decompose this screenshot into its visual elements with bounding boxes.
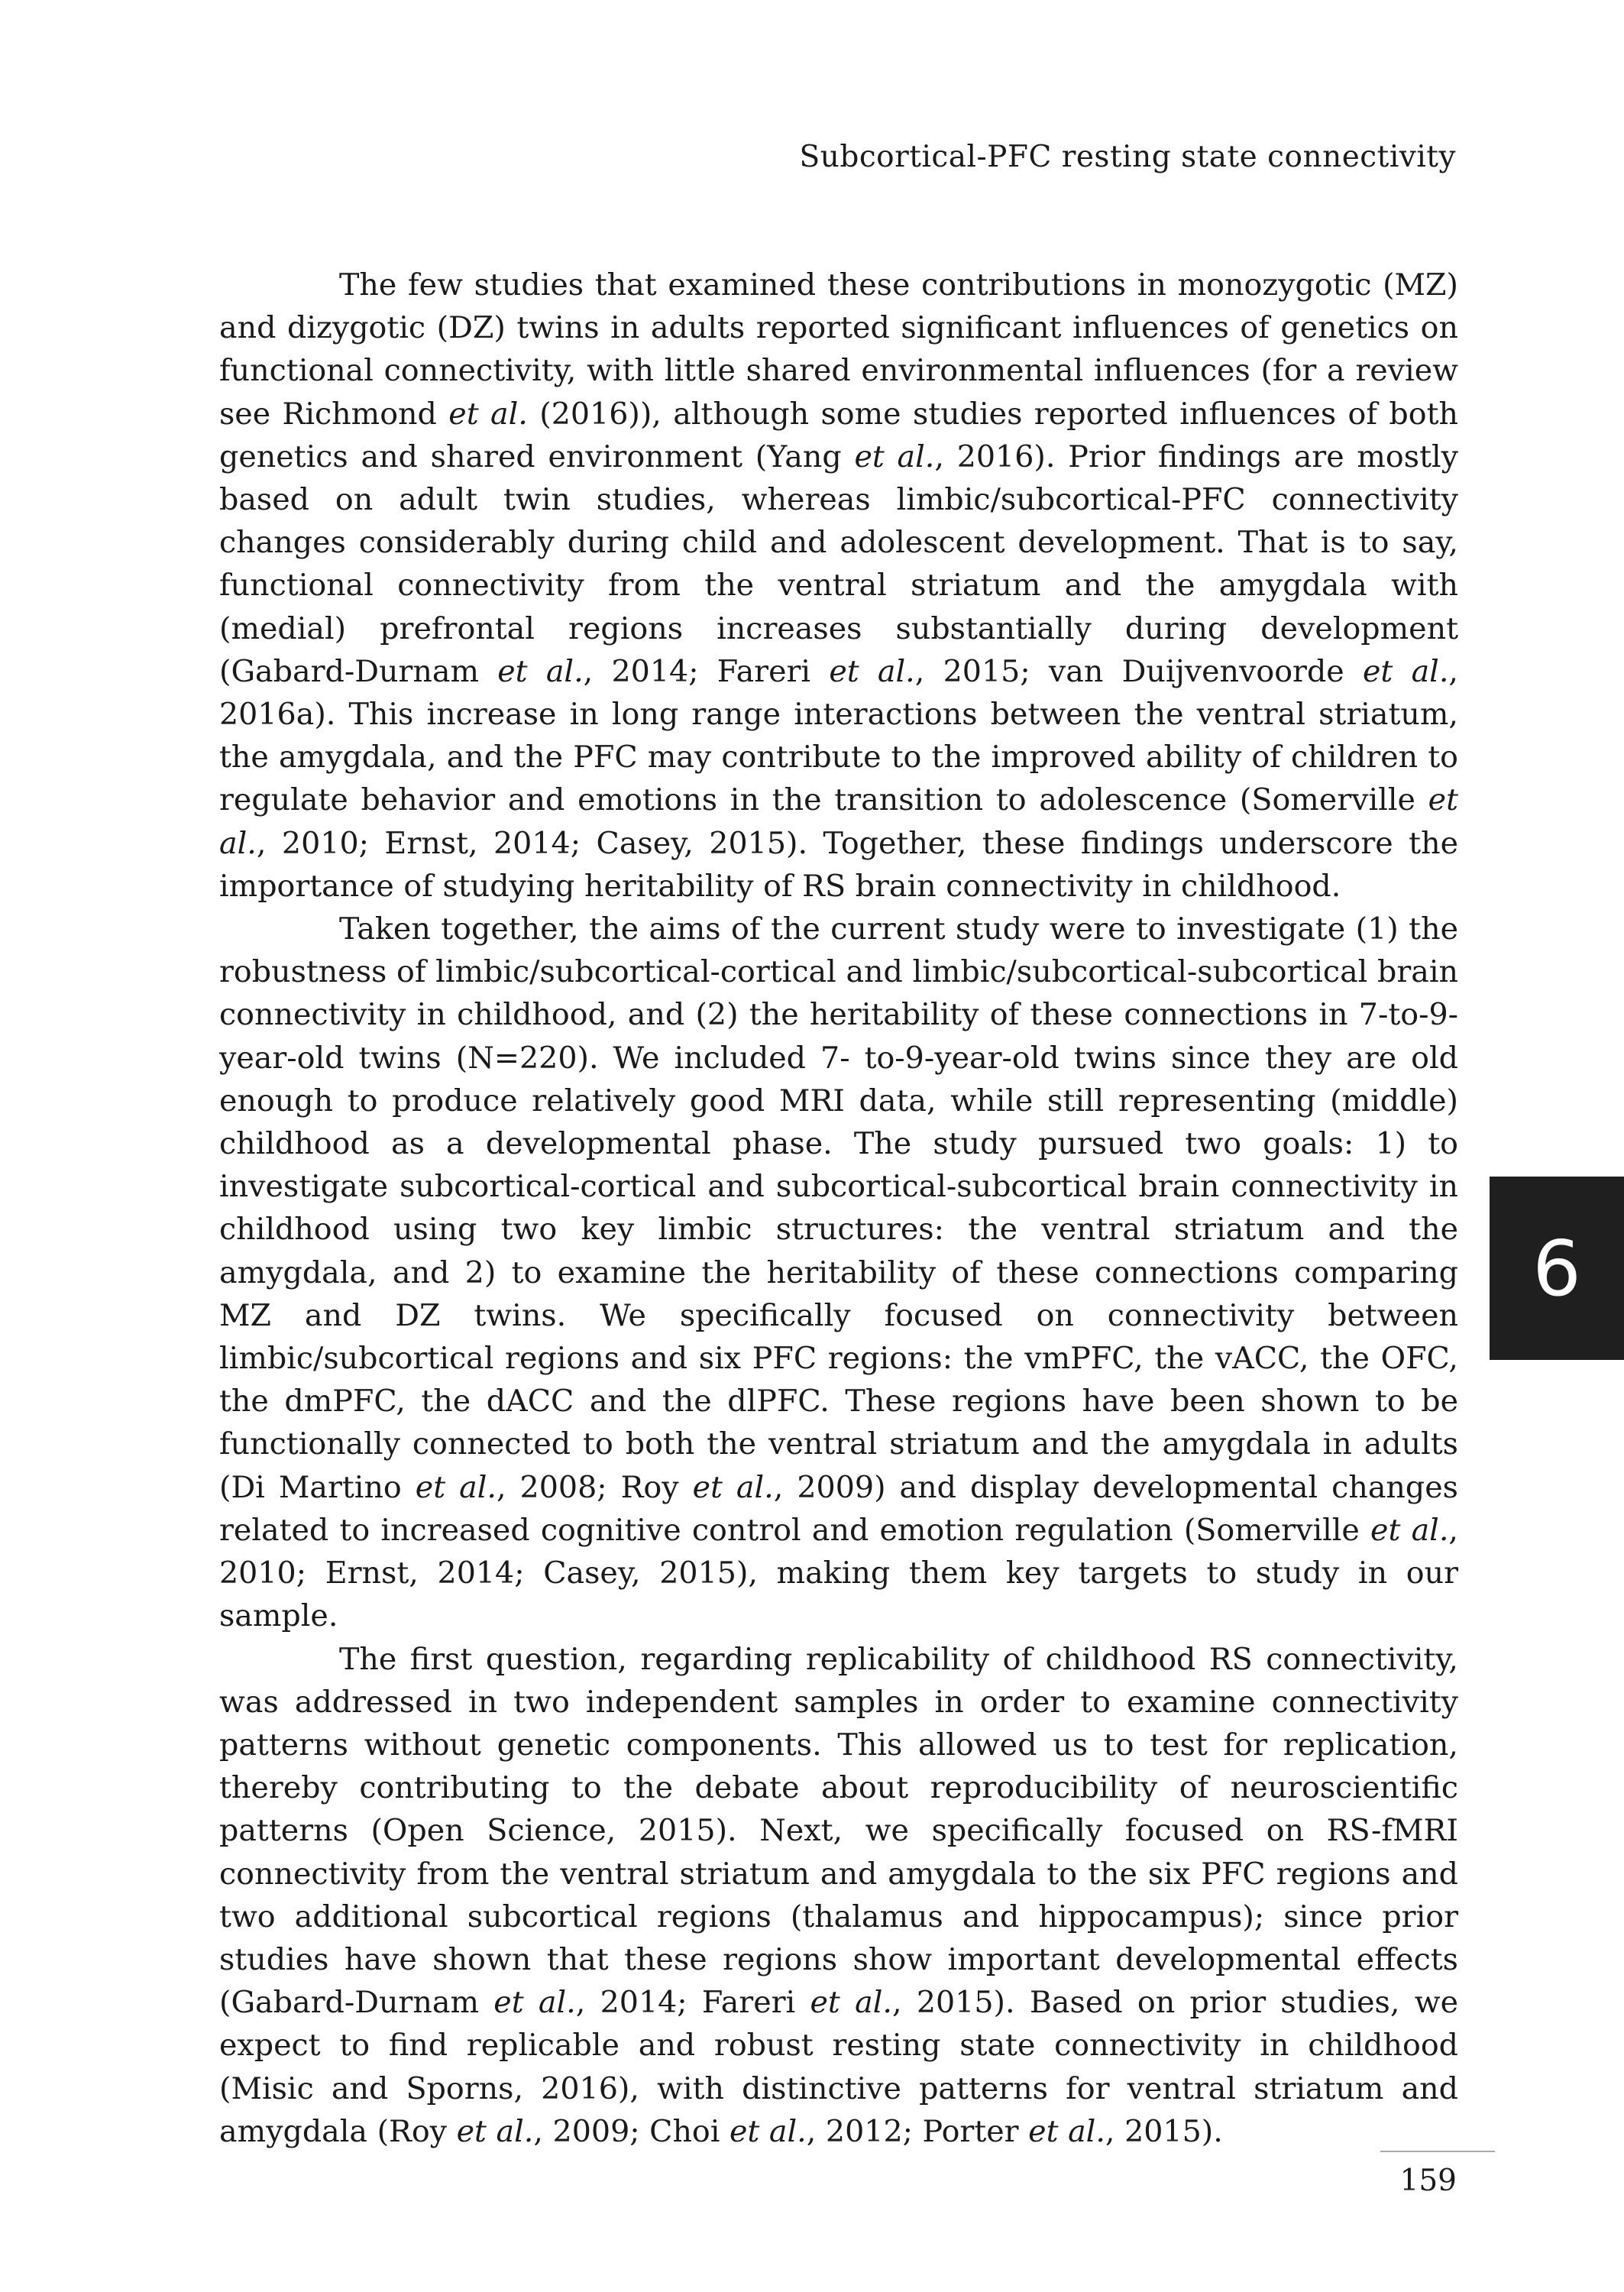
- citation-italic: et al.: [730, 2113, 807, 2149]
- text-run: (2016)), although some studies reported influences of both genetics and shared environment (Yang: [219, 396, 1458, 474]
- citation-italic: et al.: [692, 1469, 774, 1505]
- citation-italic: et al.: [1362, 653, 1449, 689]
- text-run: Taken together, the aims of the current study were to investigate (1) the robustness of limbic/subcortical-cortical and limbic/subcortical-subcortical brain connectivity in childhood, and (2) the heritability of these connections in 7-to-9-year-old twins (N=220). We included 7- to-9-year-old twins since they are old enough to produce relatively good MRI data, while still representing (middle) childhood as a developmental phase. The study pursued two goals: 1) to investigate subcortical-cortical and subcortical-subcortical brain connectivity in childhood using two key limbic structures: the ventral striatum and the amygdala, and 2) to examine the heritability of these connections comparing MZ and DZ twins. We specifically focused on connectivity between limbic/subcortical regions and six PFC regions: the vmPFC, the vACC, the OFC, the dmPFC, the dACC and the dlPFC. These regions have been shown to be functionally connected to both the ventral striatum and the amygdala in adults (Di Martino: [219, 911, 1458, 1505]
- chapter-number: 6: [1532, 1223, 1581, 1313]
- text-run: , 2009) and display developmental changes related to increased cognitive control and emotion regulation (Somerville: [219, 1469, 1458, 1548]
- citation-italic: et al.: [854, 439, 935, 474]
- text-run: , 2015; van Duijvenvoorde: [914, 653, 1363, 689]
- citation-italic: et al.: [415, 1469, 497, 1505]
- text-run: The few studies that examined these contributions in monozygotic (MZ) and dizygotic (DZ) twins in adults reported significant influences of genetics on functional connectivity, with little shared environmental influences (for a review see Richmond: [219, 267, 1458, 432]
- page-number: 159: [1399, 2164, 1457, 2198]
- citation-italic: et al.: [456, 2113, 534, 2149]
- text-run: The first question, regarding replicability of childhood RS connectivity, was addressed in two independent samples in order to examine connectivity patterns without genetic components. This allowed us to test for replication, thereby contributing to the debate about reproducibility of neuroscientific patterns (Open Science, 2015). Next, we specifically focused on RS-fMRI connectivity from the ventral striatum and amygdala to the six PFC regions and two additional subcortical regions (thalamus and hippocampus); since prior studies have shown that these regions show important developmental effects (Gabard-Durnam: [219, 1641, 1458, 2021]
- text-run: , 2010; Ernst, 2014; Casey, 2015). Together, these findings underscore the importance of studying heritability of RS brain connectivity in childhood.: [219, 825, 1458, 904]
- chapter-tab: [1490, 1177, 1624, 1360]
- body-text: [219, 264, 1458, 2153]
- paragraph: [219, 264, 1458, 908]
- citation-italic: et al.: [1028, 2113, 1105, 2149]
- citation-italic: et al.: [810, 1985, 892, 2021]
- paragraph: [219, 1638, 1458, 2153]
- text-run: , 2012; Porter: [806, 2113, 1029, 2149]
- paragraph: [219, 908, 1458, 1637]
- citation-italic: et al.: [448, 396, 528, 432]
- citation-italic: et al.: [829, 653, 915, 689]
- citation-italic: et al.: [1370, 1512, 1449, 1548]
- text-run: , 2009; Choi: [533, 2113, 730, 2149]
- text-run: , 2014; Fareri: [575, 1985, 810, 2021]
- citation-italic: et al.: [219, 782, 1458, 861]
- text-run: , 2008; Roy: [496, 1469, 693, 1505]
- running-header-title: Subcortical-PFC resting state connectivity: [799, 140, 1456, 174]
- citation-italic: et al.: [497, 653, 584, 689]
- text-run: , 2015).: [1105, 2113, 1223, 2149]
- text-run: , 2015). Based on prior studies, we expect to find replicable and robust resting state connectivity in childhood (Misic and Sporns, 2016), with distinctive patterns for ventral striatum and amygdala (Roy: [219, 1985, 1459, 2149]
- text-run: , 2016a). This increase in long range interactions between the ventral striatum, the amygdala, and the PFC may contribute to the improved ability of children to regulate behavior and emotions in the transition to adolescence (Somerville: [219, 653, 1458, 818]
- text-run: , 2010; Ernst, 2014; Casey, 2015), making them key targets to study in our sample.: [219, 1512, 1458, 1634]
- citation-italic: et al.: [493, 1985, 576, 2021]
- text-run: , 2016). Prior findings are mostly based on adult twin studies, whereas limbic/subcortical-PFC connectivity changes considerably during child and adolescent development. That is to say, functional connectivity from the ventral striatum and the amygdala with (medial) prefrontal regions increases substantially during development (Gabard-Durnam: [219, 439, 1458, 689]
- footer-rule: [1380, 2151, 1495, 2152]
- text-run: , 2014; Fareri: [583, 653, 830, 689]
